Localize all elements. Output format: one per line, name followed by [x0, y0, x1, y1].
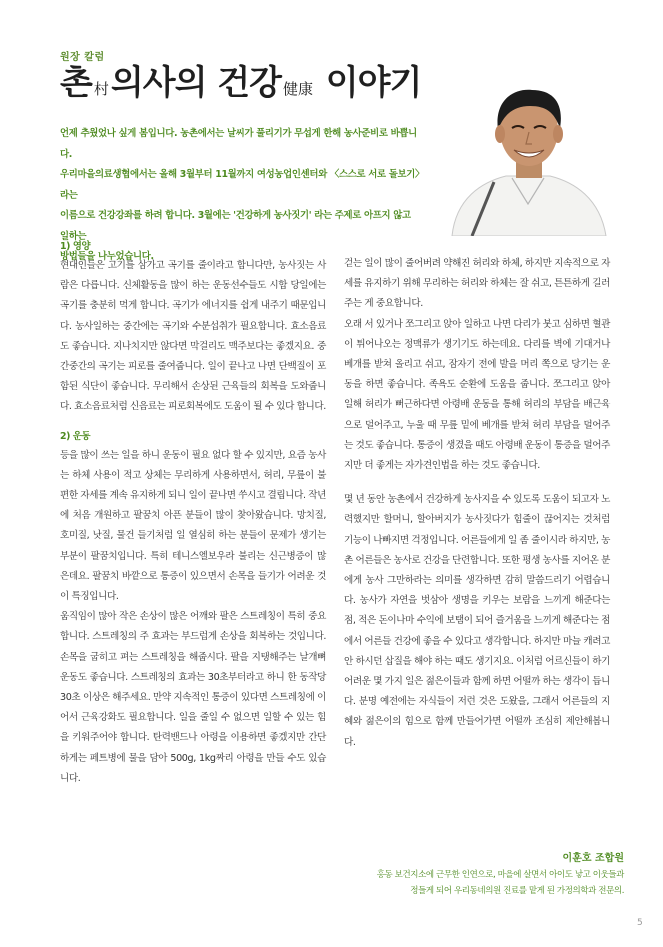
right-column — [344, 254, 610, 753]
title-hanja1: 村 — [93, 80, 109, 98]
author-portrait — [442, 86, 610, 236]
page-number: 5 — [637, 918, 643, 928]
lead-line: 이름으로 건강강좌를 하려 합니다. 3월에는 '건강하게 농사짓기' 라는 주제로 아프지 않고 일하는 — [60, 210, 411, 242]
column-label: 원장 칼럼 — [60, 52, 105, 63]
section-heading-nutrition: 1) 영양 — [60, 241, 91, 252]
body-paragraph: 움직임이 많아 작은 손상이 많은 어깨와 팔은 스트레칭이 특히 중요합니다. 스트레칭의 주 효과는 부드럽게 손상을 회복하는 것입니다. 손목을 굽히고 펴는 스트레칭을 해줍시다. 팔을 지탱해주는 날개뼈 운동도 좋습니다. 스트레칭의 효과는 30초부터라고 하니 한 동작당 30초 이상은 해주세요. 만약 지속적인 통증이 있다면 스트레칭에 이어서 근육강화도 필요합니다. 일을 줄일 수 없으면 일할 수 있는 힘을 키워주어야 합니다. 탄력밴드나 아령을 이용하면 좋겠지만 간단하게는 페트병에 물을 담아 500g, 1kg짜리 아령을 만들 수도 있습니다. — [60, 611, 326, 784]
author-bio-line: 정들게 되어 우리동네의원 진료를 맡게 된 가정의학과 전문의. — [410, 886, 624, 896]
author-name: 이훈호 조합원 — [562, 853, 624, 864]
title-hanja2: 健康 — [282, 80, 313, 98]
title-part2: 의사의 건강 — [110, 63, 281, 103]
lead-line: 언제 추웠었나 싶게 봄입니다. 농촌에서는 날씨가 풀리기가 무섭게 한해 농사준비로 바쁩니다. — [60, 128, 417, 160]
body-paragraph: 몇 년 동안 농촌에서 건강하게 농사지을 수 있도록 도움이 되고자 노력했지만 할머니, 할아버지가 농사짓다가 힘줄이 끊어지는 것처럼 기능이 나빠지면 걱정입니다. 어른들에게 일 좀 줄이시라 하지만, 농촌 어른들은 농사로 건강을 단련합니다. 또한 평생 농사를 지어온 분에게 농사 그만하라는 의미를 생각하면 감히 말씀드리기 어렵습니다. 농사가 자연을 벗삼아 생명을 키우는 보람을 느끼게 해준다는 점, 적은 돈이나마 수익에 보탬이 되어 즐거움을 느끼게 해준다는 점에서 어른들 건강에 좋을 수 있다고 생각합니다. 하지만 마늘 캐려고 안 하시던 삽질을 해야 하는 때도 생기지요. 이처럼 어르신들이 하기 어려운 몇 가지 일은 젊은이들과 함께 하면 어떨까 하는 생각이 듭니다. 분명 예전에는 자식들이 저런 것은 도왔을, 그래서 어른들의 지혜와 젊은이의 힘으로 함께 만들어가면 어떨까 조심히 제안해봅니다. — [344, 494, 610, 748]
author-bio-line: 홍동 보건지소에 근무한 인연으로, 마을에 살면서 아이도 낳고 이웃들과 — [376, 870, 624, 880]
body-paragraph: 등을 많이 쓰는 일을 하니 운동이 필요 없다 할 수 있지만, 요즘 농사는 하체 사용이 적고 상체는 무리하게 사용하면서, 허리, 무릎이 불편한 자세를 계속 유지하게 되니 일이 끝나면 쑤시고 결립니다. 작년에 처음 개원하고 팔꿈치 아픈 분들이 많이 찾아왔습니다. 망치질, 호미질, 낫질, 물건 들기처럼 일 열심히 하는 분들이 문제가 생기는 부분이 팔꿈치입니다. 특히 테니스엘보우라 불리는 신근병증이 많은데요. 팔꿈치 바깥으로 통증이 있으면서 손목을 들기가 어려운 것이 특징입니다. — [60, 449, 326, 603]
portrait-icon — [442, 86, 610, 236]
body-paragraph: 걷는 일이 많이 줄어버려 약해진 허리와 하체, 하지만 지속적으로 자세를 유지하기 위해 무리하는 허리와 하체는 잘 쉬고, 튼튼하게 길러주는 게 중요합니다. — [344, 258, 610, 310]
body-paragraph: 현대인들은 고기를 삼가고 곡기를 줄이라고 합니다만, 농사짓는 사람은 다릅니다. 신체활동을 많이 하는 운동선수들도 시합 당일에는 곡기를 충분히 먹게 합니다. 곡기가 에너지를 쉽게 내주기 때문입니다. 농사일하는 중간에는 곡기와 수분섭취가 필요합니다. 효소음료도 좋습니다. 지나치지만 않다면 막걸리도 맥주보다는 좋겠지요. 중간중간의 곡기는 피로를 줄여줍니다. 일이 끝나고 나면 단백질이 포함된 식단이 좋습니다. 무리해서 손상된 근육들의 회복을 도와줍니다. 효소음료처럼 신음료는 피로회복에도 도움이 될 수 있다 합니다. — [60, 260, 326, 413]
section-heading-exercise: 2) 운동 — [60, 430, 91, 442]
body-paragraph: 오래 서 있거나 쪼그리고 앉아 일하고 나면 다리가 붓고 심하면 혈관이 튀어나오는 정맥류가 생기기도 하는데요. 다리를 벽에 기대거나 베개를 받쳐 올리고 쉬고, 잠자기 전에 발을 머리 쪽으로 당기는 운동을 하면 좋습니다. 족욕도 순환에 도움을 줍니다. 쪼그리고 앉아 일해 허리가 뻐근하다면 아령배 운동을 통해 허리의 부담을 배근육으로 덜어주고, 누울 때 무릎 밑에 베개를 받쳐 허리 부담을 덜어주는 것도 좋습니다. 통증이 생겼을 때도 아령배 운동이 통증을 덜어주지만 더 좋게는 자가견인법을 하는 것도 좋습니다. — [344, 318, 610, 472]
lead-line: 우리마을의료생협에서는 올해 3월부터 11월까지 여성농업인센터와 〈스스로 서로 돌보기〉라는 — [60, 169, 420, 201]
lead-line: 방법들을 나누었습니다. — [60, 251, 154, 262]
title-part1: 촌 — [60, 63, 92, 103]
title-part3: 이야기 — [314, 63, 422, 103]
author-block — [344, 851, 624, 899]
left-column — [60, 241, 326, 789]
page-title — [60, 63, 422, 103]
